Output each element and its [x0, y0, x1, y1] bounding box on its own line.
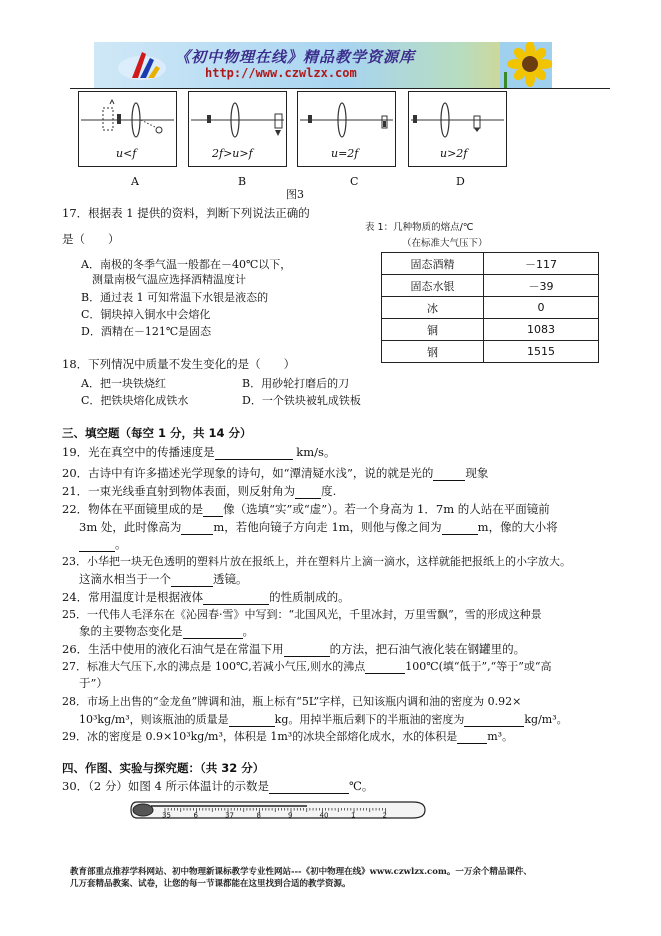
- footer: [70, 866, 630, 890]
- q30-text: 30．（2 分）如图 4 所示体温计的示数是: [62, 779, 269, 793]
- section4-title: 四、作图、实验与探究题：（共 32 分）: [62, 761, 265, 775]
- q28-line1: 28．市场上出售的“金龙鱼”牌调和油，瓶上标有“5L”字样，已知该瓶内调和油的密度为 0.92×: [62, 695, 522, 708]
- q21-blank[interactable]: [295, 487, 321, 499]
- q23-text-b: 这滴水相当于一个: [79, 572, 171, 586]
- q18-option-a: A．把一块铁烧红: [81, 377, 166, 390]
- table-row: [382, 341, 599, 363]
- table-row: [382, 297, 599, 319]
- q18-stem: 18．下列情况中质量不发生变化的是（ ）: [62, 357, 296, 371]
- scale-label: 40: [319, 811, 329, 820]
- q22-line2: [79, 519, 558, 535]
- q17-stem-2: 是（ ）: [62, 232, 120, 246]
- panel-d-caption: u>2f: [440, 147, 468, 160]
- q22-line3: [79, 536, 127, 552]
- q22-text-a: 22．物体在平面镜里成的是: [62, 502, 204, 516]
- q23-line2: [79, 571, 248, 587]
- q20-blank[interactable]: [433, 469, 465, 481]
- q26-text: 26．生活中使用的液化石油气是在常温下用: [62, 642, 284, 656]
- q27-text-a: 27．标准大气压下,水的沸点是 100℃,若减小气压,则水的沸点: [62, 660, 366, 673]
- sunflower-icon: [500, 42, 552, 88]
- q25-line2: [79, 623, 254, 639]
- q17-option-c: C．铜块掉入铜水中会熔化: [81, 308, 211, 321]
- table-row: [382, 253, 599, 275]
- table-cell-value: －117: [484, 253, 599, 275]
- q24-text: 24．常用温度计是根据液体: [62, 590, 204, 604]
- scale-label: 8: [256, 811, 261, 820]
- q24-tail: 的性质制成的。: [269, 590, 350, 604]
- scale-label: 35: [162, 811, 171, 820]
- banner-url[interactable]: http://www.czwlzx.com: [205, 66, 357, 80]
- q19: [62, 444, 335, 460]
- q23-text-c: 透镜。: [213, 572, 248, 586]
- q21-tail: 度.: [321, 484, 337, 498]
- q27-line2: 于”）: [79, 676, 108, 690]
- q30: [62, 778, 373, 794]
- q25-text-c: 。: [242, 624, 254, 638]
- q26: [62, 641, 525, 657]
- q24-blank[interactable]: [203, 593, 269, 605]
- q22-text-c: 3m 处，此时像高为: [79, 520, 182, 534]
- q19-unit: km/s。: [296, 445, 336, 459]
- q20: [62, 465, 488, 481]
- q28-text-d: kg/m³。: [524, 713, 568, 726]
- panel-c-letter: C: [350, 175, 359, 188]
- q27-text-b: 100℃(填“低于”,“等于”或“高: [405, 660, 552, 673]
- melting-point-table: [381, 252, 599, 363]
- scale-label: 9: [288, 811, 293, 820]
- q25-blank[interactable]: [183, 627, 243, 639]
- scale-label: 2: [382, 811, 387, 820]
- footer-line-1: 教育部重点推荐学科网站、初中物理新课标教学专业性网站---《初中物理在线》www.czwlzx.com。一万余个精品课件、: [70, 867, 532, 877]
- q22-text-e: m，像的大小将: [477, 520, 558, 534]
- q28-text-c: kg。用掉半瓶后剩下的半瓶油的密度为: [274, 713, 465, 726]
- q17-option-d: D．酒精在－121℃是固态: [81, 325, 212, 338]
- panel-b-caption: 2f>u>f: [212, 147, 253, 160]
- table-cell-value: 1515: [484, 341, 599, 363]
- q28-blank-1[interactable]: [229, 715, 275, 727]
- q25-line1: 25．一代伟人毛泽东在《沁园春·雪》中写到：“北国风光，千里冰封，万里雪飘”，雪的形成这种景: [62, 608, 542, 621]
- q17-option-a-1: A．南极的冬季气温一般都在－40℃以下，: [81, 258, 292, 271]
- table1-title: 表 1：几种物质的熔点/℃: [365, 222, 474, 233]
- scale-label: 6: [193, 811, 198, 820]
- q20-text: 20．古诗中有许多描述光学现象的诗句，如“潭清疑水浅”，说的就是光的: [62, 466, 434, 480]
- panel-b-letter: B: [238, 175, 247, 188]
- q28-line2: [79, 711, 568, 727]
- q17-option-a-2: 测量南极气温应选择酒精温度计: [92, 273, 246, 286]
- table-cell-name: 钢: [382, 341, 484, 363]
- table-cell-value: 0: [484, 297, 599, 319]
- table-cell-name: 铜: [382, 319, 484, 341]
- q23-line1: 23．小华把一块无色透明的塑料片放在报纸上，并在塑料片上滴一滴水，这样就能把报纸上的小字放大。: [62, 555, 571, 568]
- q18-option-c: C．把铁块熔化成铁水: [81, 394, 189, 407]
- q22-blank-4[interactable]: [79, 540, 115, 552]
- q22-text-b: 像（选填“实”或“虚”）。若一个身高为 1．7m 的人站在平面镜前: [223, 502, 550, 516]
- table-cell-name: 固态水银: [382, 275, 484, 297]
- logo-icon: [112, 46, 172, 84]
- q21: [62, 483, 336, 499]
- q24: [62, 589, 350, 605]
- q29-text: 29．冰的密度是 0.9×10³kg/m³，体积是 1m³的冰块全部熔化成水，水的体积是: [62, 730, 458, 743]
- q30-tail: ℃。: [348, 779, 374, 793]
- footer-line-2: 几万套精品教案、试卷，让您的每一节课都能在这里找到合适的教学资源。: [70, 879, 351, 889]
- q18-option-b: B．用砂轮打磨后的刀: [242, 377, 350, 390]
- q29-blank[interactable]: [457, 732, 487, 744]
- table-cell-name: 冰: [382, 297, 484, 319]
- q28-blank-2[interactable]: [464, 715, 524, 727]
- q22-text-f: 。: [115, 537, 127, 551]
- table-cell-value: －39: [484, 275, 599, 297]
- table-cell-name: 固态酒精: [382, 253, 484, 275]
- q17-option-b: B．通过表 1 可知常温下水银是液态的: [81, 291, 269, 304]
- scale-label: 37: [225, 811, 234, 820]
- q29: [62, 728, 513, 744]
- q22-blank-1[interactable]: [203, 505, 223, 517]
- q17-stem-1: 17．根据表 1 提供的资料，判断下列说法正确的: [62, 206, 310, 220]
- q19-text: 19．光在真空中的传播速度是: [62, 445, 215, 459]
- q23-blank[interactable]: [171, 575, 213, 587]
- panel-a-caption: u<f: [116, 147, 137, 160]
- section3-title: 三、填空题（每空 1 分，共 14 分）: [62, 426, 252, 440]
- banner-title: 《初中物理在线》精品教学资源库: [175, 48, 416, 66]
- figure3-title: 图3: [286, 188, 304, 201]
- q26-blank[interactable]: [284, 645, 330, 657]
- q22-blank-3[interactable]: [442, 523, 478, 535]
- q27-blank[interactable]: [365, 662, 405, 674]
- q28-text-b: 10³kg/m³，则该瓶油的质量是: [79, 713, 229, 726]
- table-row: [382, 319, 599, 341]
- table-cell-value: 1083: [484, 319, 599, 341]
- q20-tail: 现象: [465, 466, 489, 480]
- panel-a-letter: A: [131, 175, 139, 188]
- q30-blank[interactable]: [269, 782, 349, 794]
- q29-tail: m³。: [487, 730, 514, 743]
- thermometer-figure: [129, 798, 429, 822]
- table1-subtitle: （在标准大气压下）: [402, 238, 488, 249]
- panel-d-letter: D: [456, 175, 465, 188]
- q26-tail: 的方法，把石油气液化装在钢罐里的。: [329, 642, 526, 656]
- panel-c-caption: u=2f: [331, 147, 359, 160]
- table-row: [382, 275, 599, 297]
- q22-text-d: m，若他向镜子方向走 1m，则他与像之间为: [213, 520, 442, 534]
- q25-text-b: 象的主要物态变化是: [79, 624, 183, 638]
- q22-blank-2[interactable]: [181, 523, 213, 535]
- q18-option-d: D．一个铁块被轧成铁板: [242, 394, 361, 407]
- header-rule: [70, 88, 610, 89]
- scale-label: 1: [351, 811, 356, 820]
- q22-line1: [62, 501, 550, 517]
- q19-blank[interactable]: [215, 448, 293, 460]
- q27-line1: [62, 658, 552, 674]
- q21-text: 21．一束光线垂直射到物体表面，则反射角为: [62, 484, 296, 498]
